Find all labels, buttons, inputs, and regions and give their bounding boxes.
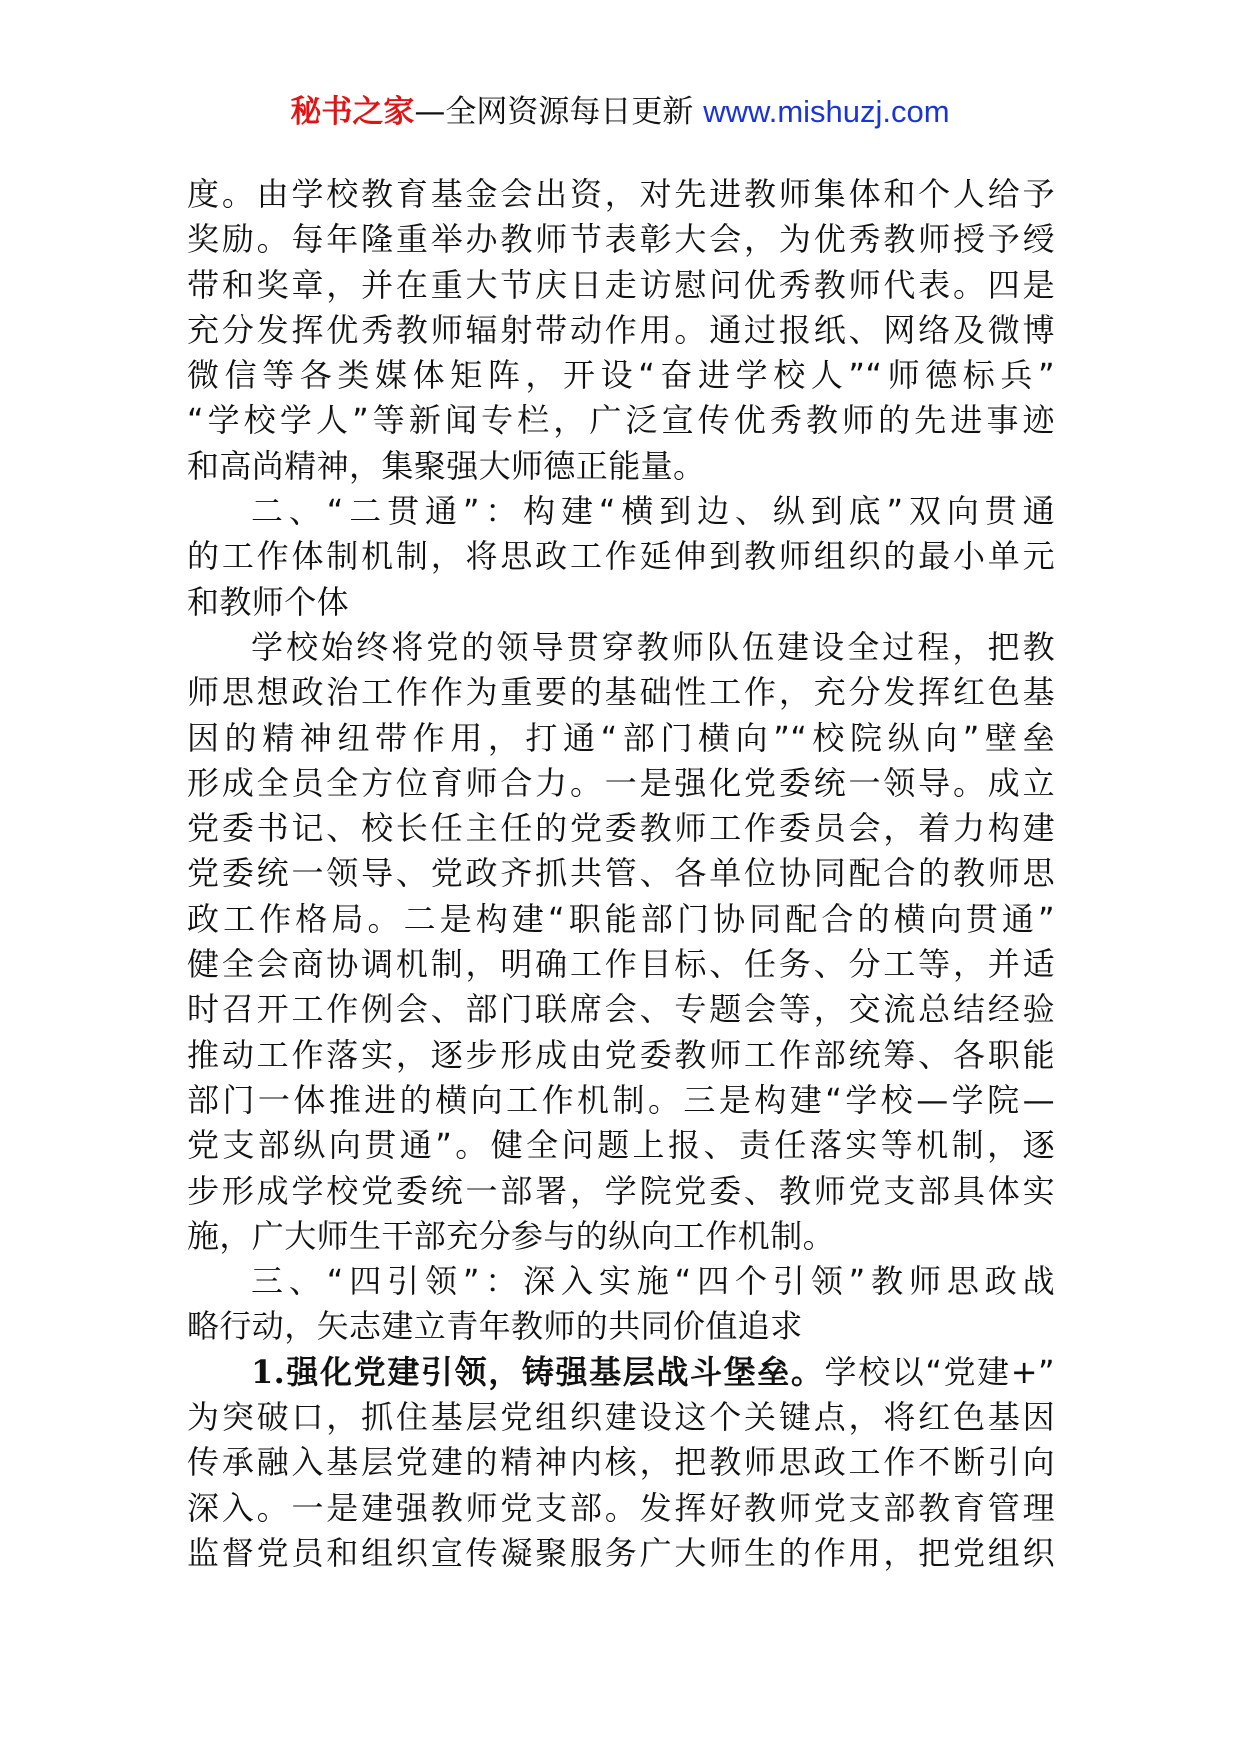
text-line: 带和奖章，并在重大节庆日走访慰问优秀教师代表。四是 <box>187 265 1055 304</box>
section-heading-line: 二、“二贯通”：构建“横到边、纵到底”双向贯通 <box>251 492 1055 531</box>
text-line: 学校始终将党的领导贯穿教师队伍建设全过程，把教 <box>251 627 1055 666</box>
text-line: 充分发挥优秀教师辐射带动作用。通过报纸、网络及微博 <box>187 310 1055 349</box>
text-line: 和高尚精神，集聚强大师德正能量。 <box>187 446 706 485</box>
text-line: 时召开工作例会、部门联席会、专题会等，交流总结经验 <box>187 990 1055 1029</box>
subheading-line <box>187 1350 1055 1395</box>
subheading-rest: 学校以“党建+” <box>824 1352 1055 1391</box>
text-line: 党委统一领导、党政齐抓共管、各单位协同配合的教师思 <box>187 854 1055 893</box>
text-line: 部门一体推进的横向工作机制。三是构建“学校—学院— <box>187 1080 1055 1119</box>
text-line: 形成全员全方位育师合力。一是强化党委统一领导。成立 <box>187 763 1055 802</box>
site-tagline: —全网资源每日更新 <box>414 94 704 130</box>
section-heading-line: 三、“四引领”：深入实施“四个引领”教师思政战 <box>251 1262 1055 1301</box>
text-line: 度。由学校教育基金会出资，对先进教师集体和个人给予 <box>187 175 1055 213</box>
text-line: 步形成学校党委统一部署，学院党委、教师党支部具体实 <box>187 1171 1055 1210</box>
text-line: 因的精神纽带作用，打通“部门横向”“校院纵向”壁垒 <box>187 718 1055 757</box>
text-line: 推动工作落实，逐步形成由党委教师工作部统筹、各职能 <box>187 1035 1055 1074</box>
text-line: 奖励。每年隆重举办教师节表彰大会，为优秀教师授予绶 <box>187 220 1055 259</box>
text-line: 为突破口，抓住基层党组织建设这个关键点，将红色基因 <box>187 1398 1055 1437</box>
text-line: 党委书记、校长任主任的党委教师工作委员会，着力构建 <box>187 809 1055 848</box>
text-line: 施，广大师生干部充分参与的纵向工作机制。 <box>187 1216 836 1255</box>
text-line: 党支部纵向贯通”。健全问题上报、责任落实等机制，逐 <box>187 1126 1055 1165</box>
text-line: 传承融入基层党建的精神内核，把教师思政工作不断引向 <box>187 1443 1055 1482</box>
text-line: 师思想政治工作作为重要的基础性工作，充分发挥红色基 <box>187 673 1055 712</box>
text-line: 健全会商协调机制，明确工作目标、任务、分工等，并适 <box>187 945 1055 984</box>
site-url-link[interactable]: www.mishuzj.com <box>703 94 950 129</box>
section-heading-line: 的工作体制机制，将思政工作延伸到教师组织的最小单元 <box>187 537 1055 576</box>
section-heading-line: 和教师个体 <box>187 582 350 621</box>
section-heading-line: 略行动，矢志建立青年教师的共同价值追求 <box>187 1307 803 1346</box>
text-line: 深入。一是建强教师党支部。发挥好教师党支部教育管理 <box>187 1488 1055 1527</box>
document-body <box>187 172 1055 1576</box>
bold-subheading: 1.强化党建引领，铸强基层战斗堡垒。 <box>251 1352 825 1391</box>
site-brand: 秘书之家 <box>290 94 415 130</box>
text-line: 微信等各类媒体矩阵，开设“奋进学校人”“师德标兵” <box>187 356 1055 395</box>
page-header <box>0 92 1240 132</box>
text-line: “学校学人”等新闻专栏，广泛宣传优秀教师的先进事迹 <box>187 401 1055 440</box>
text-line: 政工作格局。二是构建“职能部门协同配合的横向贯通” <box>187 899 1055 938</box>
text-line: 监督党员和组织宣传凝聚服务广大师生的作用，把党组织 <box>187 1533 1055 1572</box>
